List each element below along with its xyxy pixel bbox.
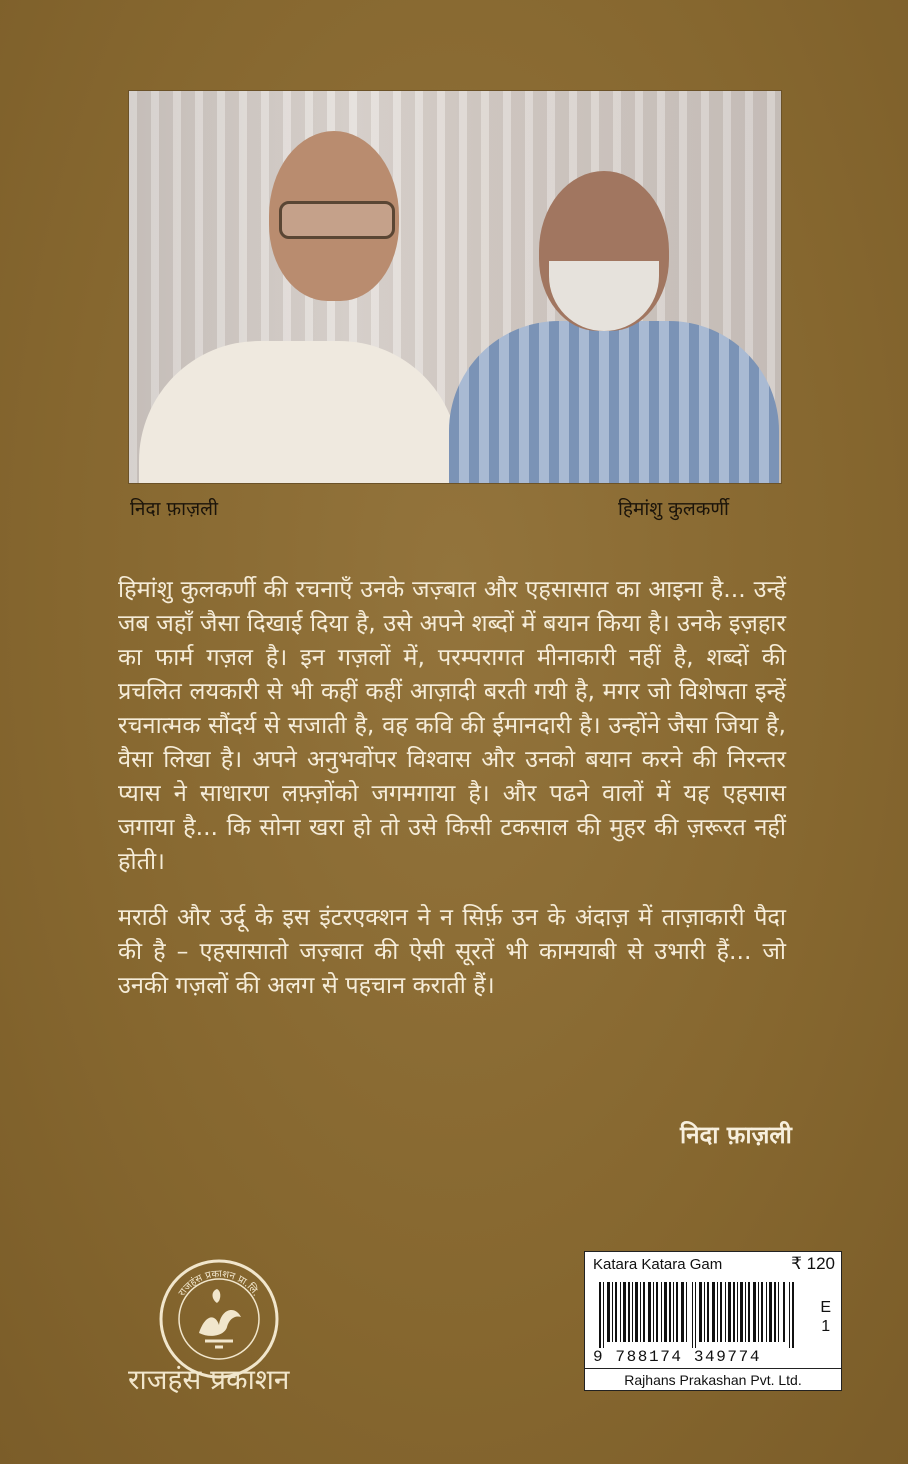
edition-code-line-1: E — [820, 1299, 831, 1316]
glasses-icon — [279, 201, 395, 239]
publisher-name: राजहंस प्रकाशन — [128, 1363, 290, 1396]
edition-code — [820, 1298, 831, 1336]
caption-left: निदा फ़ाज़ली — [130, 498, 218, 520]
isbn-digits: 9 788174 349774 — [593, 1348, 762, 1366]
caption-right: हिमांशु कुलकर्णी — [618, 498, 729, 520]
barcode-label — [584, 1251, 842, 1391]
blurb-paragraph-1: हिमांशु कुलकर्णी की रचनाएँ उनके जज़्बात और एहसासात का आइना है... उन्हें जब जहाँ जैसा दिखाई दिया है, उसे अपने शब्दों में बयान किया है। उनके इज़हार का फार्म गज़ल है। इन गज़लों में, परम्परागत मीनाकारी नहीं है, शब्दों की प्रचलित लयकारी से भी कहीं कहीं आज़ादी बरती गयी है, मगर जो विशेषता इन्हें रचनात्मक सौंदर्य से सजाती है, वह कवि की ईमानदारी है। उन्होंने जैसा जिया है, वैसा लिखा है। अपने अनुभवोंपर विश्वास और उनको बयान करने की निरन्तर प्यास ने साधारण लफ़्ज़ोंको जगमगाया है। और पढने वालों में यह एहसास जगाया है... कि सोना खरा हो तो उसे किसी टकसाल की मुहर की ज़रूरत नहीं होती। — [118, 575, 786, 875]
person-right-body — [449, 321, 779, 484]
barcode-icon — [599, 1282, 795, 1348]
edition-code-line-2: 1 — [821, 1318, 831, 1335]
author-photo — [128, 90, 782, 484]
blurb-text — [118, 572, 786, 1024]
logo-text: राजहंस प्रकाशन प्रा.लि. — [176, 1268, 262, 1299]
blurb-paragraph-2: मराठी और उर्दू के इस इंटरएक्शन ने न सिर्फ़ उन के अंदाज़ में ताज़ाकारी पैदा की है – एहसासातो जज़्बात की ऐसी सूरतें भी कामयाबी से उभारी हैं... जो उनकी गज़लों की अलग से पहचान कराती हैं। — [118, 903, 786, 999]
signature: निदा फ़ाज़ली — [680, 1121, 792, 1149]
publisher-company: Rajhans Prakashan Pvt. Ltd. — [585, 1368, 841, 1390]
book-title: Katara Katara Gam — [593, 1256, 723, 1273]
price: ₹ 120 — [791, 1254, 835, 1273]
